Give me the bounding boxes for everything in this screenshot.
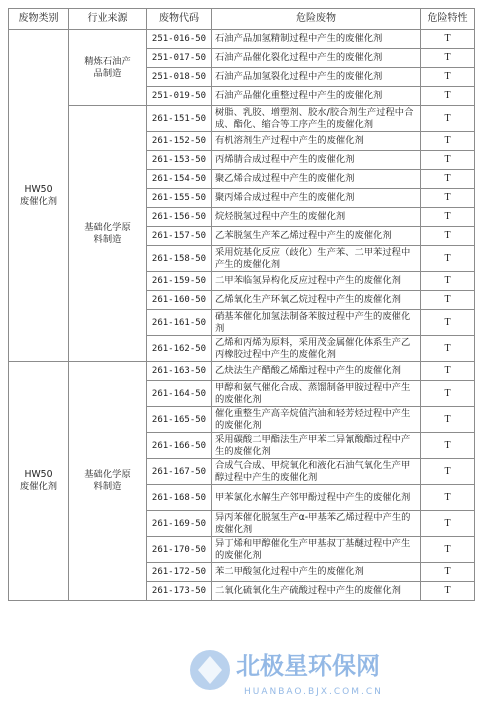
header-code: 废物代码	[147, 9, 212, 30]
waste-name-cell: 乙烯氧化生产环氧乙烷过程中产生的废催化剂	[212, 291, 421, 310]
characteristic-cell: T	[421, 227, 475, 246]
characteristic-cell: T	[421, 407, 475, 433]
waste-code-cell: 261-161-50	[147, 310, 212, 336]
waste-name-cell: 乙炔法生产醋酸乙烯酯过程中产生的废催化剂	[212, 362, 421, 381]
waste-code-cell: 261-172-50	[147, 563, 212, 582]
waste-code-cell: 261-167-50	[147, 459, 212, 485]
waste-name-cell: 乙烯和丙烯为原料，采用茂金属催化体系生产乙丙橡胶过程中产生的废催化剂	[212, 336, 421, 362]
waste-name-cell: 异丁烯和甲醇催化生产甲基叔丁基醚过程中产生的废催化剂	[212, 537, 421, 563]
waste-name-cell: 甲苯氯化水解生产邻甲酚过程中产生的废催化剂	[212, 485, 421, 511]
characteristic-cell: T	[421, 246, 475, 272]
header-characteristic: 危险特性	[421, 9, 475, 30]
characteristic-cell: T	[421, 381, 475, 407]
waste-code-cell: 261-163-50	[147, 362, 212, 381]
waste-code-cell: 261-169-50	[147, 511, 212, 537]
characteristic-cell: T	[421, 511, 475, 537]
table-row	[9, 362, 475, 381]
header-category: 废物类别	[9, 9, 69, 30]
waste-code-cell: 261-170-50	[147, 537, 212, 563]
waste-name-cell: 二甲苯临氢异构化反应过程中产生的废催化剂	[212, 272, 421, 291]
table-header-row	[9, 9, 475, 30]
waste-name-cell: 硝基苯催化加氢法制备苯胺过程中产生的废催化剂	[212, 310, 421, 336]
waste-name-cell: 丙烯腈合成过程中产生的废催化剂	[212, 151, 421, 170]
waste-name-cell: 合成气合成、甲烷氧化和液化石油气氧化生产甲醇过程中产生的废催化剂	[212, 459, 421, 485]
waste-code-cell: 261-152-50	[147, 132, 212, 151]
industry-cell: 精炼石油产 品制造	[69, 30, 147, 106]
waste-name-cell: 聚乙烯合成过程中产生的废催化剂	[212, 170, 421, 189]
waste-name-cell: 有机溶剂生产过程中产生的废催化剂	[212, 132, 421, 151]
characteristic-cell: T	[421, 582, 475, 601]
waste-code-cell: 261-159-50	[147, 272, 212, 291]
waste-name-cell: 苯二甲酸氢化过程中产生的废催化剂	[212, 563, 421, 582]
waste-code-cell: 261-154-50	[147, 170, 212, 189]
characteristic-cell: T	[421, 310, 475, 336]
waste-name-cell: 石油产品催化重整过程中产生的废催化剂	[212, 87, 421, 106]
waste-name-cell: 烷烃脱氢过程中产生的废催化剂	[212, 208, 421, 227]
waste-code-cell: 251-016-50	[147, 30, 212, 49]
waste-name-cell: 采用烷基化反应（歧化）生产苯、二甲苯过程中产生的废催化剂	[212, 246, 421, 272]
waste-name-cell: 异丙苯催化脱氢生产α-甲基苯乙烯过程中产生的废催化剂	[212, 511, 421, 537]
waste-code-cell: 251-017-50	[147, 49, 212, 68]
characteristic-cell: T	[421, 49, 475, 68]
header-waste: 危险废物	[212, 9, 421, 30]
characteristic-cell: T	[421, 30, 475, 49]
characteristic-cell: T	[421, 87, 475, 106]
watermark-url: HUANBAO.BJX.COM.CN	[244, 687, 383, 697]
waste-name-cell: 石油产品加氢裂化过程中产生的废催化剂	[212, 68, 421, 87]
waste-code-cell: 261-156-50	[147, 208, 212, 227]
waste-code-cell: 261-165-50	[147, 407, 212, 433]
waste-name-cell: 二氧化硫氧化生产硫酸过程中产生的废催化剂	[212, 582, 421, 601]
characteristic-cell: T	[421, 272, 475, 291]
waste-name-cell: 石油产品加氢精制过程中产生的废催化剂	[212, 30, 421, 49]
waste-name-cell: 乙苯脱氢生产苯乙烯过程中产生的废催化剂	[212, 227, 421, 246]
waste-code-cell: 261-160-50	[147, 291, 212, 310]
waste-name-cell: 石油产品催化裂化过程中产生的废催化剂	[212, 49, 421, 68]
waste-code-cell: 261-168-50	[147, 485, 212, 511]
characteristic-cell: T	[421, 291, 475, 310]
waste-code-cell: 261-155-50	[147, 189, 212, 208]
industry-cell: 基础化学原 料制造	[69, 106, 147, 362]
waste-code-cell: 261-164-50	[147, 381, 212, 407]
characteristic-cell: T	[421, 433, 475, 459]
characteristic-cell: T	[421, 208, 475, 227]
characteristic-cell: T	[421, 68, 475, 87]
characteristic-cell: T	[421, 485, 475, 511]
waste-code-cell: 261-153-50	[147, 151, 212, 170]
header-industry: 行业来源	[69, 9, 147, 30]
waste-code-cell: 251-019-50	[147, 87, 212, 106]
characteristic-cell: T	[421, 132, 475, 151]
characteristic-cell: T	[421, 189, 475, 208]
table-row	[9, 30, 475, 49]
industry-cell: 基础化学原 料制造	[69, 362, 147, 601]
waste-code-cell: 261-173-50	[147, 582, 212, 601]
watermark	[184, 644, 464, 700]
hazardous-waste-table	[8, 8, 475, 601]
characteristic-cell: T	[421, 537, 475, 563]
waste-name-cell: 采用碳酸二甲酯法生产甲苯二异氰酸酯过程中产生的废催化剂	[212, 433, 421, 459]
table-body	[9, 30, 475, 601]
waste-name-cell: 聚丙烯合成过程中产生的废催化剂	[212, 189, 421, 208]
table-row	[9, 106, 475, 132]
characteristic-cell: T	[421, 362, 475, 381]
waste-name-cell: 催化重整生产高辛烷值汽油和轻芳烃过程中产生的废催化剂	[212, 407, 421, 433]
waste-name-cell: 甲醇和氨气催化合成、蒸馏制备甲胺过程中产生的废催化剂	[212, 381, 421, 407]
hazardous-waste-table-wrap	[8, 8, 474, 601]
waste-name-cell: 树脂、乳胶、增塑剂、胶水/胶合剂生产过程中合成、酯化、缩合等工序产生的废催化剂	[212, 106, 421, 132]
waste-code-cell: 261-162-50	[147, 336, 212, 362]
characteristic-cell: T	[421, 170, 475, 189]
characteristic-cell: T	[421, 563, 475, 582]
waste-code-cell: 261-157-50	[147, 227, 212, 246]
waste-code-cell: 261-166-50	[147, 433, 212, 459]
characteristic-cell: T	[421, 459, 475, 485]
category-cell: HW50 废催化剂	[9, 30, 69, 362]
waste-code-cell: 261-158-50	[147, 246, 212, 272]
waste-code-cell: 251-018-50	[147, 68, 212, 87]
characteristic-cell: T	[421, 106, 475, 132]
waste-code-cell: 261-151-50	[147, 106, 212, 132]
characteristic-cell: T	[421, 336, 475, 362]
category-cell: HW50 废催化剂	[9, 362, 69, 601]
characteristic-cell: T	[421, 151, 475, 170]
watermark-logo-icon	[190, 650, 230, 690]
watermark-title: 北极星环保网	[236, 652, 380, 680]
